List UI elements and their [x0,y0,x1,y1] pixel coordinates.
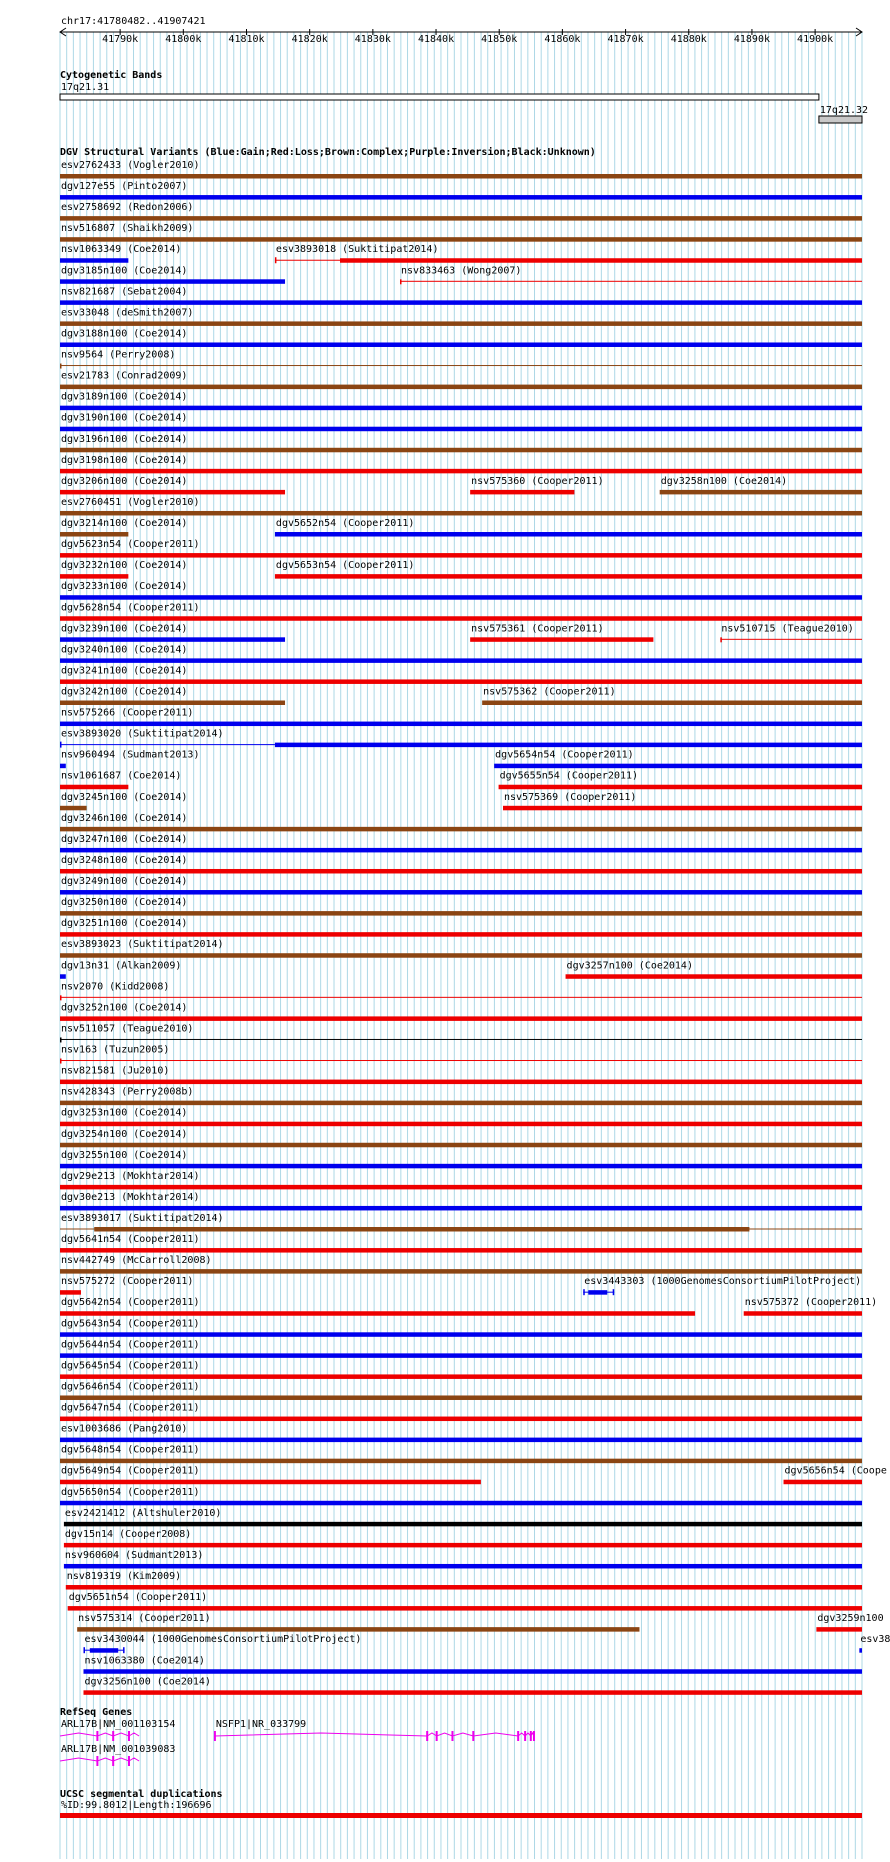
variant-label: nsv819319 (Kim2009) [66,1571,182,1583]
gene-label: NSFP1|NR_033799 [215,1719,307,1730]
variant-bar [60,1016,862,1021]
variant-end [583,1289,585,1295]
ruler-tick-label: 41800k [165,34,202,45]
variant-bar [60,1501,862,1506]
variant-label: dgv3247n100 (Coe2014) [61,833,188,845]
variant-label: nsv575372 (Cooper2011) [744,1297,878,1309]
variant-bar [60,1459,862,1464]
track-title-refseq: RefSeq Genes [60,1707,133,1718]
variant-label: nsv516807 (Shaikh2009) [61,223,194,235]
variant-label: nsv833463 (Wong2007) [401,265,522,277]
cytoband [60,94,819,100]
variant-end [60,1037,62,1042]
gene-exon [451,1731,453,1741]
ruler-tick-label: 41790k [102,34,139,45]
variant-label: nsv575362 (Cooper2011) [483,686,616,698]
variant-label: dgv5641n54 (Cooper2011) [61,1234,200,1246]
variant-bar [482,701,862,706]
variant-bar [64,1564,862,1569]
ruler-tick-label: 41850k [481,34,518,45]
gene-exon [533,1731,535,1741]
variant-bar [60,1332,862,1337]
variant-bar [60,911,862,916]
variant-label: dgv3248n100 (Coe2014) [61,854,188,866]
variant-bar [275,743,862,748]
variant-bar [60,1164,862,1169]
variant-label: dgv5656n54 (Coope [784,1465,887,1477]
variant-bar [60,321,862,326]
variant-bar [60,553,862,558]
variant-bar [660,490,862,495]
variant-bar [60,1311,695,1316]
ruler-tick-label: 41810k [228,34,265,45]
ruler-tick-label: 41890k [733,34,770,45]
variant-bar [60,385,862,390]
variant-label: dgv5651n54 (Cooper2011) [68,1592,208,1604]
variant-bar [470,490,574,495]
ruler-tick-label: 41880k [670,34,707,45]
variant-label: dgv5642n54 (Cooper2011) [61,1297,200,1309]
variant-label: nsv1063380 (Coe2014) [84,1655,205,1667]
variant-bar [64,1543,862,1548]
variant-label: nsv1061687 (Coe2014) [61,770,182,782]
variant-bar [83,1690,862,1695]
variant-label: dgv3259n100 [817,1613,884,1625]
ruler-tick-label: 41870k [607,34,644,45]
variant-bar [60,448,862,453]
gene-exon [436,1731,438,1741]
segdup-label: %ID:99.8012|Length:196696 [61,1800,212,1811]
ruler-tick-label: 41830k [354,34,391,45]
variant-label: dgv5653n54 (Cooper2011) [275,560,415,572]
variant-label: dgv3233n100 (Coe2014) [61,581,188,593]
variant-end [83,1647,85,1653]
variant-label: esv21783 (Conrad2009) [61,370,188,382]
variant-label: dgv3252n100 (Coe2014) [61,1002,188,1014]
variant-bar [60,216,862,221]
gene-exon [112,1731,114,1741]
variant-label: dgv3214n100 (Coe2014) [61,518,188,530]
track-title-segdups: UCSC segmental duplications [60,1789,223,1800]
variant-label: dgv3251n100 (Coe2014) [61,918,188,930]
variant-bar [470,637,653,642]
variant-bar [60,806,87,811]
variant-label: esv1003686 (Pang2010) [61,1423,188,1435]
variant-bar [60,722,862,727]
variant-label: dgv3256n100 (Coe2014) [84,1676,211,1688]
gene-exon [96,1731,98,1741]
variant-end [60,742,62,748]
variant-label: esv3893023 (Suktitipat2014) [61,939,224,951]
variant-label: nsv575361 (Cooper2011) [471,623,604,635]
variant-label: dgv3241n100 (Coe2014) [61,665,188,677]
variant-bar [60,1080,862,1085]
track-title-dgv: DGV Structural Variants (Blue:Gain;Red:Loss;Brown:Complex;Purple:Inversion;Black:Unknown) [60,147,596,158]
variant-label: dgv5652n54 (Cooper2011) [275,518,415,530]
variant-bar [60,195,862,200]
variant-bar [60,1480,481,1485]
variant-bar [60,490,285,495]
gene-exon [426,1731,428,1741]
variant-end [60,995,62,1000]
variant-label: nsv1063349 (Coe2014) [61,244,182,256]
variant-bar [275,574,862,579]
variant-block [90,1648,118,1653]
variant-bar [60,1353,862,1358]
variant-bar [60,1269,862,1274]
variant-label: esv2762433 (Vogler2010) [61,160,200,171]
variant-label: dgv5644n54 (Cooper2011) [61,1339,200,1351]
variant-label: nsv960494 (Sudmant2013) [61,749,200,761]
variant-label: dgv3253n100 (Coe2014) [61,1107,188,1119]
variant-label: nsv821687 (Sebat2004) [61,286,188,298]
variant-bar [60,1417,862,1422]
variant-label: dgv5649n54 (Cooper2011) [61,1465,200,1477]
variant-label: dgv15n14 (Cooper2008) [64,1528,192,1540]
variant-label: nsv575360 (Cooper2011) [471,475,604,487]
ruler-tick-label: 41860k [544,34,581,45]
variant-label: dgv5654n54 (Cooper2011) [495,749,634,761]
variant-block [588,1290,607,1295]
variant-bar [494,764,862,769]
variant-label: dgv3196n100 (Coe2014) [61,433,188,445]
variant-label: esv38 [860,1634,890,1646]
variant-label: nsv2070 (Kidd2008) [61,981,170,993]
variant-label: esv2760451 (Vogler2010) [61,496,200,508]
variant-label: dgv3185n100 (Coe2014) [61,265,188,277]
variant-bar [60,406,862,411]
variant-bar [66,1585,862,1590]
variant-label: esv3893020 (Suktitipat2014) [61,728,224,740]
variant-label: dgv3254n100 (Coe2014) [61,1128,188,1140]
variant-label: dgv3250n100 (Coe2014) [61,897,188,909]
variant-label: dgv5643n54 (Cooper2011) [61,1318,200,1330]
variant-bar [60,300,862,305]
variant-label: dgv3257n100 (Coe2014) [566,960,693,972]
variant-bar [94,1227,749,1232]
variant-label: dgv3246n100 (Coe2014) [61,812,188,824]
variant-bar-thin [60,1060,862,1061]
variant-label: nsv442749 (McCarroll2008) [61,1255,212,1267]
variant-label: dgv3188n100 (Coe2014) [61,328,188,340]
variant-label: dgv5650n54 (Cooper2011) [61,1486,200,1498]
variant-label: dgv5655n54 (Cooper2011) [499,770,639,782]
variant-bar [60,258,128,263]
variant-bar-thin [400,281,862,282]
segdup-bar [60,1813,862,1818]
variant-bar [60,595,862,600]
variant-bar [60,1122,862,1127]
variant-bar [60,1290,81,1295]
variant-bar-thin [720,639,862,640]
gene-exon [524,1731,526,1741]
variant-bar [340,258,862,263]
gene-exon [214,1731,216,1741]
variant-label: esv2758692 (Redon2006) [61,202,194,214]
variant-bar [60,342,862,347]
variant-end [275,257,277,263]
track-title-cytobands: Cytogenetic Bands [60,70,163,81]
variant-bar [60,174,862,179]
variant-bar [60,679,862,684]
variant-label: dgv3232n100 (Coe2014) [61,560,188,572]
variant-label: esv3430044 (1000GenomesConsortiumPilotProject) [84,1634,362,1646]
gene-exon [517,1731,519,1741]
location-label: chr17:41780482..41907421 [61,16,206,27]
variant-end [60,364,62,369]
variant-bar [60,1101,862,1106]
variant-bar [859,1648,862,1653]
variant-label: esv2421412 (Altshuler2010) [64,1507,222,1519]
variant-label: dgv3255n100 (Coe2014) [61,1149,188,1161]
variant-label: dgv3190n100 (Coe2014) [61,412,188,424]
variant-bar [60,1185,862,1190]
variant-bar [60,785,128,790]
variant-bar-thin [60,1039,862,1040]
variant-bar [60,764,66,769]
ruler-tick-label: 41840k [417,34,455,45]
variant-bar [60,574,128,579]
variant-bar [60,279,285,284]
variant-bar [60,1206,862,1211]
cytoband-label: 17q21.31 [61,82,110,93]
variant-end [123,1647,125,1653]
variant-label: dgv5645n54 (Cooper2011) [61,1360,200,1372]
gene-label: ARL17B|NM_001103154 [61,1719,176,1730]
variant-bar [744,1311,862,1316]
variant-bar [60,658,862,663]
variant-bar-thin [275,260,340,261]
variant-label: nsv428343 (Perry2008b) [61,1086,194,1098]
variant-bar [83,1669,862,1674]
variant-label: nsv575272 (Cooper2011) [61,1276,194,1288]
variant-label: dgv3242n100 (Coe2014) [61,686,188,698]
variant-bar [499,785,862,790]
variant-label: dgv127e55 (Pinto2007) [61,181,188,193]
variant-label: dgv5623n54 (Cooper2011) [61,539,200,551]
variant-label: nsv821581 (Ju2010) [61,1065,170,1077]
variant-bar [60,953,862,958]
variant-label: nsv510715 (Teague2010) [721,623,854,635]
variant-bar [68,1606,862,1611]
gene-exon [112,1756,114,1766]
variant-end [720,637,722,642]
variant-label: dgv30e213 (Mokhtar2014) [61,1191,200,1203]
variant-label: dgv3239n100 (Coe2014) [61,623,188,635]
variant-bar [60,1438,862,1443]
variant-bar [60,1374,862,1379]
variant-label: dgv3240n100 (Coe2014) [61,644,188,656]
variant-bar-thin [60,997,862,998]
variant-label: esv3893018 (Suktitipat2014) [275,244,439,256]
variant-bar-thin [60,744,275,745]
variant-label: dgv3198n100 (Coe2014) [61,454,188,466]
variant-bar [503,806,862,811]
variant-label: nsv575266 (Cooper2011) [61,707,194,719]
variant-label: dgv3206n100 (Coe2014) [61,475,188,487]
variant-label: esv3893017 (Suktitipat2014) [61,1213,224,1224]
variant-label: dgv5648n54 (Cooper2011) [61,1444,200,1456]
variant-label: dgv3189n100 (Coe2014) [61,391,188,403]
variant-label: nsv9564 (Perry2008) [61,349,176,361]
gene-exon [96,1756,98,1766]
variant-bar [60,890,862,895]
variant-label: dgv5646n54 (Cooper2011) [61,1381,200,1393]
variant-bar [60,427,862,432]
gene-exon [128,1731,130,1741]
gene-exon [530,1731,532,1741]
variant-label: nsv163 (Tuzun2005) [61,1044,170,1056]
variant-end [613,1289,615,1295]
variant-label: dgv29e213 (Mokhtar2014) [61,1170,200,1182]
cytoband [819,116,862,123]
variant-label: nsv960604 (Sudmant2013) [64,1549,204,1561]
variant-label: dgv5647n54 (Cooper2011) [61,1402,200,1414]
variant-label: dgv5628n54 (Cooper2011) [61,602,200,614]
variant-bar [64,1522,862,1527]
ruler-tick-label: 41820k [291,34,328,45]
ruler-tick-label: 41900k [797,34,834,45]
variant-bar [60,637,285,642]
variant-bar [77,1627,639,1632]
variant-bar [60,469,862,474]
variant-bar [60,511,862,515]
variant-bar [816,1627,862,1632]
variant-bar [60,869,862,874]
variant-bar [566,974,862,979]
variant-bar [60,974,66,979]
variant-bar [60,932,862,937]
variant-end [60,1059,62,1064]
variant-label: dgv3245n100 (Coe2014) [61,791,188,803]
variant-label: dgv3258n100 (Coe2014) [660,475,788,487]
cytoband-label: 17q21.32 [819,105,869,116]
variant-bar [275,532,862,537]
variant-label: esv33048 (deSmith2007) [61,307,194,319]
variant-bar [60,701,285,706]
variant-end [400,279,402,284]
gene-label: ARL17B|NM_001039083 [61,1744,176,1755]
variant-bar [60,237,862,242]
variant-bar-thin [60,365,862,366]
variant-bar [60,1248,862,1253]
variant-label: dgv3249n100 (Coe2014) [61,876,188,888]
variant-label: nsv511057 (Teague2010) [61,1023,194,1035]
variant-label: esv3443303 (1000GenomesConsortiumPilotProject) [584,1276,862,1288]
gene-exon [128,1756,130,1766]
variant-bar [60,532,128,537]
variant-label: nsv575369 (Cooper2011) [504,791,637,803]
variant-bar [60,848,862,853]
variant-bar [60,827,862,832]
variant-label: nsv575314 (Cooper2011) [78,1613,211,1625]
variant-bar [60,616,862,621]
gene-exon [472,1731,474,1741]
variant-bar [784,1480,862,1485]
variant-bar [60,1143,862,1148]
variant-label: dgv13n31 (Alkan2009) [61,960,182,972]
variant-bar [60,1395,862,1400]
